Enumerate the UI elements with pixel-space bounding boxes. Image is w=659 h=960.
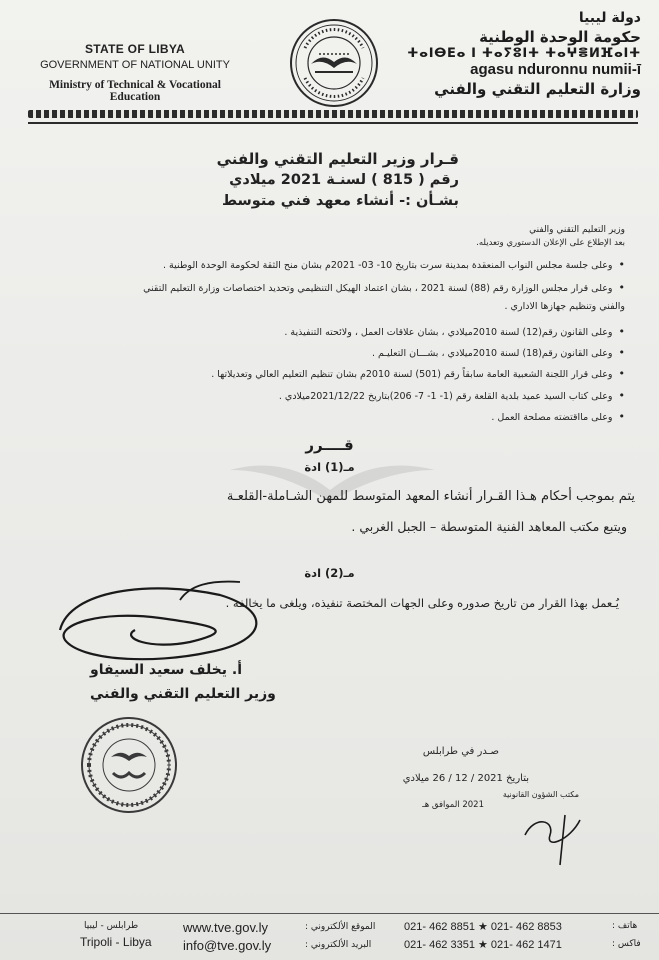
header-ar-government: حكومة الوحدة الوطنية	[479, 28, 641, 46]
phone-label: هاتف :	[612, 921, 638, 931]
clause-item: • وعلى القانون رقم(12) لسنة 2010ميلادي ، بشان علاقات العمل ، ولائحته التنفيذية .	[284, 325, 625, 338]
issued-date-hijri: 2021 الموافق هـ	[422, 800, 484, 810]
footer-city-en: Tripoli - Libya	[80, 935, 152, 949]
phone-numbers: 021- 462 8851 ★ 021- 462 8853	[404, 921, 562, 933]
signatory-name: أ. يخلف سعيد السيفاو	[90, 662, 242, 678]
issued-place: صـدر في طرابلس	[422, 746, 499, 757]
header-divider-line	[28, 122, 638, 124]
signatory-title: وزير التعليم التقني والفني	[90, 686, 276, 702]
header-divider	[28, 110, 638, 118]
clause-item-continuation: والفني وتنظيم جهازها الاداري .	[504, 301, 625, 312]
article1-line2: ويتبع مكتب المعاهد الفنية المتوسطة – الجبل الغربي .	[351, 519, 627, 534]
clause-item: • وعلى كتاب السيد عميد بلدية القلعة رقم (1- 1- 7- 206)بتاريخ 2021/12/22ميلادي .	[279, 389, 625, 402]
header-ar-country: دولة ليبيا	[578, 10, 641, 26]
article1-heading: مـ(1) ادة	[304, 460, 355, 474]
clause-item: • وعلى قرار مجلس الوزارة رقم (88) لسنة 2021 ، بشان اعتماد الهيكل التنظيمي وتحديد اختصاصات وزارة التعليم التقني	[143, 281, 625, 294]
clause-item: • وعلى قرار اللجنة الشعبية العامة سابقاً رقم (501) لسنة 2010م بشان تنظيم التعليم العالي وتعديلاتها .	[211, 367, 625, 380]
header-ar-ministry: وزارة التعليم التقني والفني	[434, 80, 641, 98]
header-en-country: STATE OF LIBYA	[85, 42, 185, 56]
header-latin-berber: agasu ndur​onnu numii-ī	[470, 61, 641, 78]
clause-item: • وعلى القانون رقم(18) لسنة 2010ميلادي ، بشـــان التعليـم .	[372, 346, 625, 359]
email-label: البريد الألكتروني :	[305, 940, 372, 950]
legal-office-signature	[515, 795, 595, 870]
header-en-government: GOVERNMENT OF NATIONAL UNITY	[40, 59, 230, 71]
header-en-ministry: Ministry of Technical & Vocational Education	[49, 79, 221, 103]
decision-number: رقم ( 815 ) لسنـة 2021 ميلادي	[229, 172, 459, 188]
footer-city-ar: طرابلس - ليبيا	[84, 921, 139, 931]
fax-label: فاكس :	[612, 939, 641, 949]
article2-heading: مـ(2) ادة	[304, 566, 355, 580]
article1-line1: يتم بموجب أحكام هـذا القـرار أنشاء المعهد المتوسط للمهن الشـاملة-القلعـة	[226, 489, 635, 504]
email-link[interactable]: info@tve.gov.ly	[183, 938, 272, 953]
fax-numbers: 021- 462 3351 ★ 021- 462 1471	[404, 939, 562, 951]
decision-subject: بشـأن :- أنشاء معهد فني متوسط	[221, 193, 459, 209]
clause-item: • وعلى مااقتضته مصلحة العمل .	[491, 410, 625, 423]
website-link[interactable]: www.tve.gov.ly	[183, 920, 269, 935]
ministry-logo	[289, 18, 379, 108]
preamble-review: بعد الإطلاع على الإعلان الدستوري وتعديله.	[476, 238, 625, 248]
decision-title: قـرار وزير التعليم التقني والفني	[216, 150, 459, 168]
legal-office: مكتب الشؤون القانونية	[502, 790, 579, 799]
preamble-minister: وزير التعليم التقني والفني	[529, 225, 625, 235]
article2-line1: يُـعمل بهذا القرار من تاريخ صدوره وعلى الجهات المختصة تنفيذه، ويلغى ما يخالفه .	[225, 596, 619, 610]
issued-date-gregorian: بتاريخ 2021 / 12 / 26 ميلادي	[402, 773, 529, 784]
resolves-heading: قــــرر	[305, 436, 354, 454]
website-label: الموقع الألكتروني :	[305, 922, 376, 932]
header-tifinagh: ⵜⴰⵏⴱⴹⴰ ⵏ ⵜⴰⵢⵓⵏⵜ ⵜⴰⵖⴻⵍⴼⴰⵏⵜ	[407, 46, 641, 61]
clause-item: • وعلى جلسة مجلس النواب المنعقدة بمدينة سرت بتاريخ 10- 03- 2021م بشان منح الثقة لحكومة الوحدة الوطنية .	[163, 258, 625, 271]
official-stamp	[79, 715, 179, 815]
footer-divider	[0, 913, 659, 914]
